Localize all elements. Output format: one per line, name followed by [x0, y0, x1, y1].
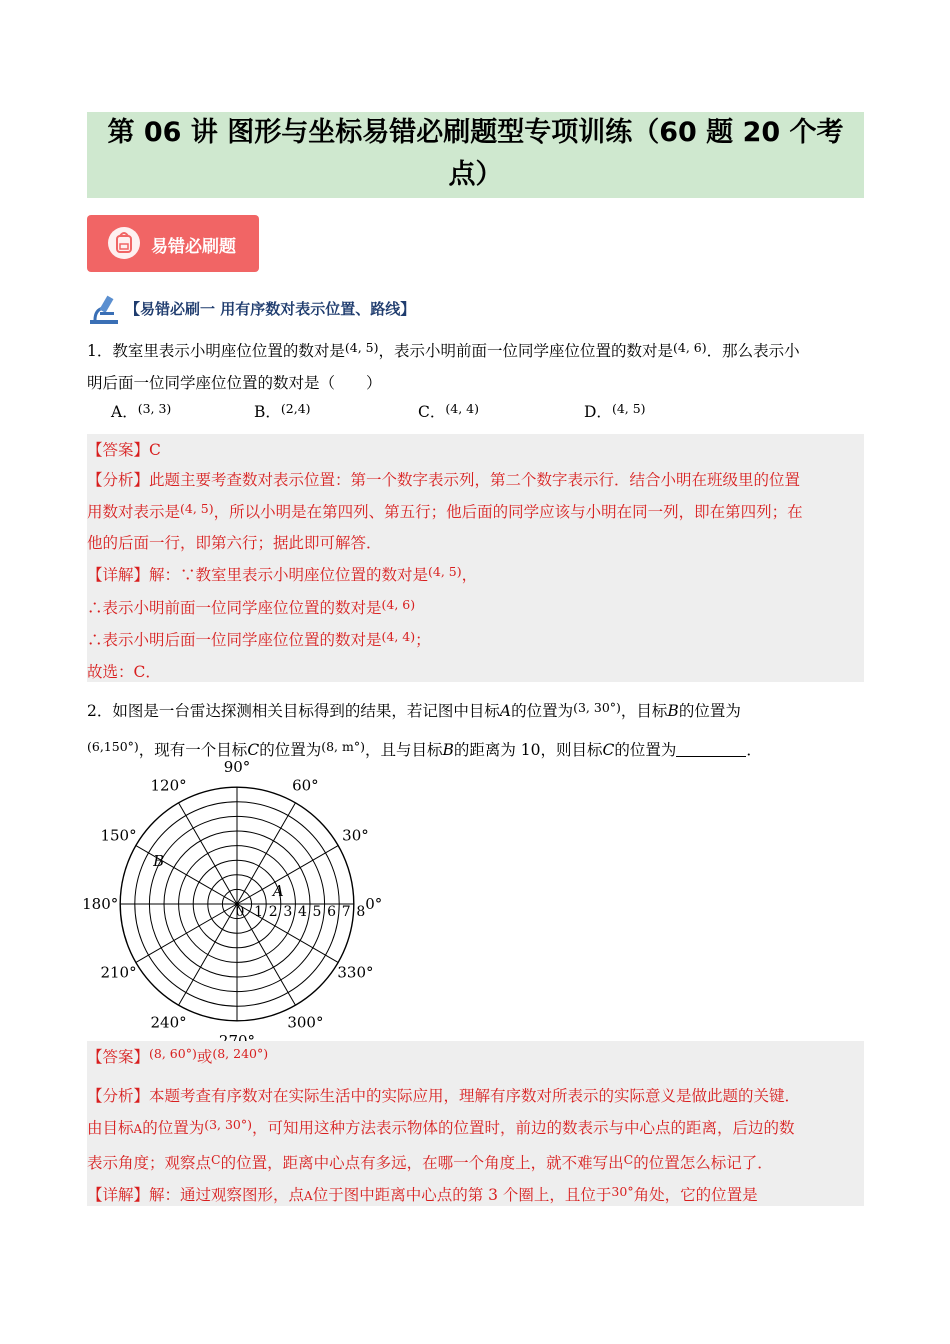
angle-label: 0° — [365, 895, 383, 913]
ring-number: 4 — [297, 904, 307, 920]
ring-number: 1 — [254, 904, 264, 920]
q2-line-1 — [87, 699, 741, 721]
detail-text: 位于图中距离中心点的第 3 个圈上，且位于 — [312, 1186, 612, 1204]
analysis-text: 用数对表示是 — [87, 503, 181, 521]
q1-line-2: 明后面一位同学座位位置的数对是（ ） — [87, 374, 382, 392]
ring-number: 8 — [356, 904, 366, 920]
detail-text: ， — [461, 566, 478, 584]
var: B — [667, 702, 679, 720]
angle-label: 30° — [342, 826, 369, 845]
angle-label: 120° — [150, 776, 187, 795]
math: (8, 60°) — [149, 1046, 197, 1061]
var: A — [304, 1189, 313, 1203]
radar-ray — [136, 846, 237, 904]
detail-tag: 【详解】 — [87, 1186, 150, 1204]
option-label: B． — [254, 403, 281, 421]
ring-number: 5 — [312, 904, 322, 920]
option-a[interactable] — [111, 400, 171, 422]
point-b: B — [153, 852, 165, 871]
detail-text: 角处，它的位置是 — [633, 1186, 758, 1204]
q2-detail-1 — [87, 1183, 758, 1205]
q2-text: 2．如图是一台雷达探测相关目标得到的结果，若记图中目标 — [87, 702, 500, 720]
option-label: D． — [584, 403, 612, 421]
q2-line-2 — [87, 738, 762, 760]
analysis-text: 表示角度；观察点 — [87, 1154, 212, 1172]
analysis-text: 此题主要考查数对表示位置：第一个数字表示列，第二个数字表示行．结合小明在班级里的位置 — [149, 471, 801, 489]
radar-ray — [237, 803, 295, 904]
math: (8, 240°) — [212, 1046, 269, 1061]
answer-value: C — [149, 441, 161, 459]
q1-detail-2 — [87, 596, 415, 618]
math: (4, 5) — [180, 501, 214, 516]
q2-text: ． — [746, 741, 762, 759]
option-value: (2,4) — [280, 401, 311, 416]
q1-answer-box — [87, 434, 864, 682]
answer-or: 或 — [196, 1048, 213, 1066]
q1-analysis-2 — [87, 500, 803, 522]
q1-analysis-1 — [87, 468, 800, 490]
ring-number: 0 — [235, 904, 245, 920]
angle-label: 330° — [337, 963, 374, 982]
section-heading-text: 【易错必刷一 用有序数对表示位置、路线】 — [125, 300, 416, 318]
title-line-1: 第 06 讲 图形与坐标易错必刷题型专项训练（60 题 20 个考 — [107, 117, 844, 148]
q2-answer — [87, 1045, 268, 1067]
angle-label: 300° — [287, 1013, 324, 1032]
q1-answer — [87, 438, 161, 460]
analysis-text: 的位置为 — [142, 1119, 205, 1137]
math: (8, m°) — [321, 739, 365, 754]
q1-detail-3 — [87, 628, 431, 650]
detail-text: 解：∵教室里表示小明座位位置的数对是 — [149, 566, 429, 584]
q2-text: 的距离为 10，则目标 — [453, 741, 603, 759]
math: 30° — [611, 1184, 634, 1199]
option-value: (4, 4) — [445, 401, 479, 416]
ring-number: 6 — [327, 904, 337, 920]
q2-analysis-3 — [87, 1151, 773, 1173]
q2-text: 的位置为 — [511, 702, 574, 720]
angle-label: 90° — [223, 758, 251, 777]
analysis-tag: 【分析】 — [87, 471, 150, 489]
detail-tag: 【详解】 — [87, 566, 150, 584]
angle-label: 60° — [292, 776, 319, 795]
option-label: C． — [418, 403, 446, 421]
var: C — [623, 1152, 634, 1167]
q1-detail-1 — [87, 563, 477, 585]
answer-blank[interactable] — [676, 742, 746, 757]
analysis-text: ，可知用这种方法表示物体的位置时，前边的数表示与中心点的距离，后边的数 — [252, 1119, 795, 1137]
math: (6,150°) — [87, 739, 139, 754]
math: (4, 6) — [673, 340, 707, 355]
analysis-text: 本题考查有序数对在实际生活中的实际应用，理解有序数对所表示的实际意义是做此题的关键． — [149, 1087, 801, 1105]
q2-text: 的位置为 — [259, 741, 322, 759]
title-line-2: 点） — [448, 159, 503, 190]
radar-ray — [136, 904, 237, 962]
angle-label: 240° — [150, 1013, 187, 1032]
detail-text: 解：通过观察图形，点 — [149, 1186, 305, 1204]
math: (4, 6) — [381, 597, 416, 612]
q1-line-1 — [87, 339, 800, 361]
ring-number: 2 — [268, 904, 278, 920]
option-value: (4, 5) — [611, 401, 646, 416]
detail-text: ； — [415, 631, 431, 649]
detail-text: ∴表示小明前面一位同学座位位置的数对是 — [87, 599, 382, 617]
math: (3, 30°) — [573, 700, 621, 715]
q2-text: 的位置为 — [678, 702, 741, 720]
radar-ray — [179, 803, 237, 904]
ring-number: 7 — [341, 904, 351, 920]
math: (4, 4) — [381, 629, 416, 644]
math: (3, 30°) — [204, 1117, 253, 1132]
option-d[interactable] — [584, 400, 646, 422]
point-a: A — [272, 882, 284, 901]
var: C — [602, 741, 615, 759]
analysis-text: 由目标 — [87, 1119, 134, 1137]
q2-text: ，目标 — [620, 702, 668, 720]
radar-ray — [179, 904, 237, 1005]
analysis-text: 的位置，距离中心点有多远，在哪一个角度上，就不难写出 — [220, 1154, 624, 1172]
radar-ring-numbers — [236, 904, 366, 920]
angle-label: 150° — [100, 826, 137, 845]
q2-text: 的位置为 — [614, 741, 677, 759]
q1-conclusion: 故选：C． — [87, 663, 161, 681]
angle-label: 180° — [82, 895, 119, 913]
radar-ray — [237, 846, 338, 904]
mistake-badge — [87, 215, 259, 272]
q2-text: ，现有一个目标 — [138, 741, 248, 759]
var: A — [499, 702, 512, 720]
math: (4, 5) — [344, 340, 379, 355]
analysis-tag: 【分析】 — [87, 1087, 150, 1105]
q1-text: ，表示小明前面一位同学座位位置的数对是 — [378, 342, 673, 360]
radar-figure — [80, 758, 400, 1034]
analysis-text: ，所以小明是在第四列、第五行；他后面的同学应该与小明在同一列，即在第四列；在 — [213, 503, 803, 521]
option-c[interactable] — [418, 400, 479, 422]
q2-answer-box — [87, 1041, 864, 1206]
option-label: A． — [111, 403, 138, 421]
var: C — [247, 741, 260, 759]
answer-tag: 【答案】 — [87, 1048, 150, 1066]
q1-analysis-3: 他的后面一行，即第六行；据此即可解答． — [87, 534, 382, 552]
math: (4, 5) — [428, 564, 462, 579]
q1-text: 1．教室里表示小明座位位置的数对是 — [87, 342, 345, 360]
backpack-icon — [107, 226, 141, 260]
option-b[interactable] — [254, 400, 311, 422]
q2-text: ，且与目标 — [364, 741, 443, 759]
var: A — [133, 1122, 143, 1136]
ring-number: 3 — [283, 904, 293, 920]
var: B — [442, 741, 454, 759]
option-value: (3, 3) — [137, 401, 172, 416]
var: C — [211, 1152, 221, 1167]
angle-label: 210° — [100, 963, 137, 982]
q2-analysis-1 — [87, 1084, 800, 1106]
page-title — [87, 112, 864, 198]
q1-text: ．那么表示小 — [706, 342, 800, 360]
analysis-text: 的位置怎么标记了． — [633, 1154, 773, 1172]
q2-analysis-2 — [87, 1116, 795, 1138]
detail-text: ∴表示小明后面一位同学座位位置的数对是 — [87, 631, 382, 649]
microscope-icon — [87, 292, 123, 326]
answer-tag: 【答案】 — [87, 441, 150, 459]
badge-label: 易错必刷题 — [151, 237, 236, 257]
